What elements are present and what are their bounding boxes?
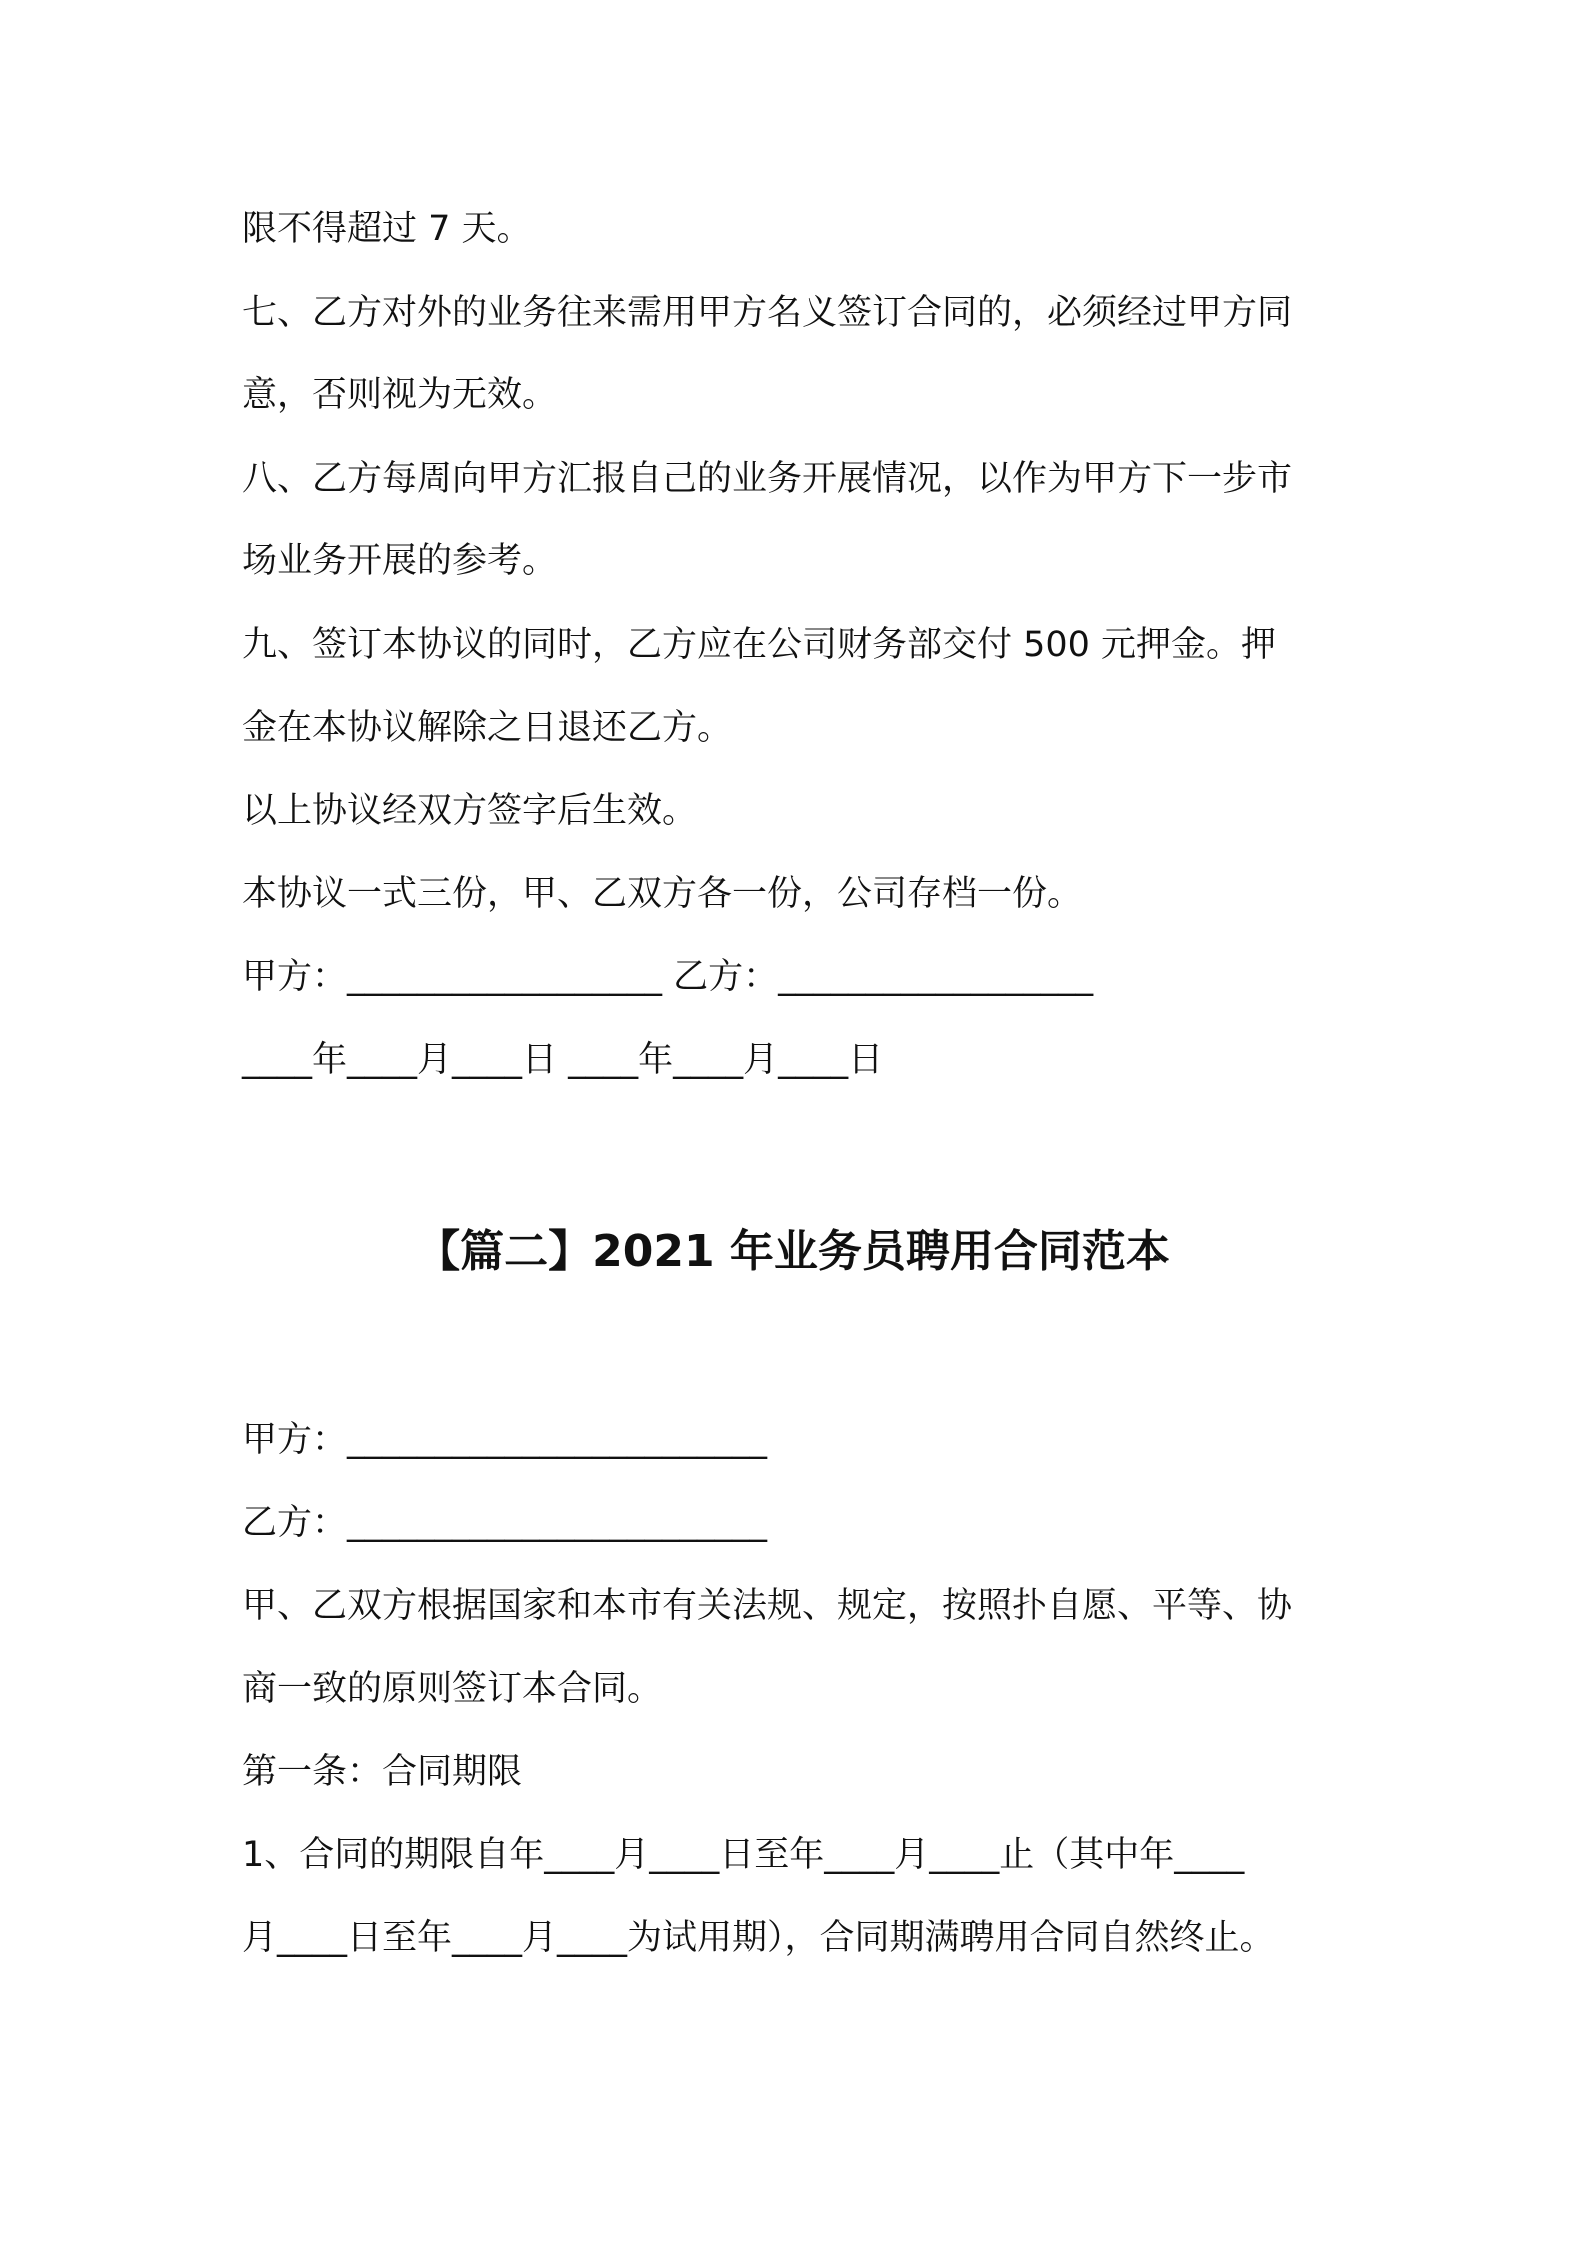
date-line: ____年____月____日 ____年____月____日 bbox=[242, 1040, 884, 1080]
paragraph-line: 八、乙方每周向甲方汇报自己的业务开展情况，以作为甲方下一步市 bbox=[242, 459, 1293, 499]
paragraph-line: 本协议一式三份，甲、乙双方各一份，公司存档一份。 bbox=[242, 874, 1083, 914]
paragraph-line: 1、合同的期限自年____月____日至年____月____止（其中年____ bbox=[242, 1835, 1245, 1875]
section-title: 【篇二】2021 年业务员聘用合同范本 bbox=[416, 1226, 1170, 1277]
paragraph-line: 意，否则视为无效。 bbox=[242, 375, 558, 415]
paragraph-line: 限不得超过 7 天。 bbox=[242, 209, 532, 249]
signature-line: 甲方：__________________ 乙方：__________________ bbox=[242, 957, 1094, 997]
paragraph-line: 甲、乙双方根据国家和本市有关法规、规定，按照扑自愿、平等、协 bbox=[242, 1586, 1293, 1626]
party-b-line: 乙方：________________________ bbox=[242, 1503, 768, 1543]
paragraph-line: 场业务开展的参考。 bbox=[242, 541, 558, 581]
paragraph-line: 七、乙方对外的业务往来需用甲方名义签订合同的，必须经过甲方同 bbox=[242, 293, 1293, 333]
paragraph-line: 金在本协议解除之日退还乙方。 bbox=[242, 708, 733, 748]
party-a-line: 甲方：________________________ bbox=[242, 1420, 768, 1460]
clause-heading: 第一条：合同期限 bbox=[242, 1752, 523, 1792]
paragraph-line: 九、签订本协议的同时，乙方应在公司财务部交付 500 元押金。押 bbox=[242, 625, 1277, 665]
paragraph-line: 月____日至年____月____为试用期），合同期满聘用合同自然终止。 bbox=[242, 1918, 1275, 1958]
paragraph-line: 商一致的原则签订本合同。 bbox=[242, 1669, 663, 1709]
paragraph-line: 以上协议经双方签字后生效。 bbox=[242, 791, 698, 831]
